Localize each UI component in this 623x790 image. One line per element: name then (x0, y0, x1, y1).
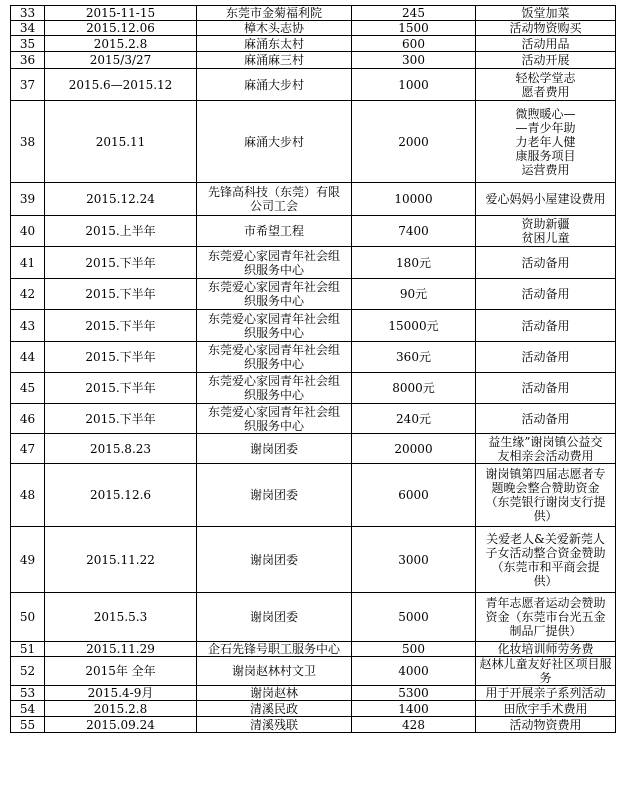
cell-amount: 245 (352, 6, 476, 21)
cell-amount: 4000 (352, 657, 476, 686)
cell-date: 2015/3/27 (45, 52, 197, 69)
cell-no: 51 (11, 642, 45, 657)
table-row (11, 21, 616, 36)
cell-amount: 180元 (352, 247, 476, 279)
cell-purpose: 微煦暖心— —青少年助 力老年人健 康服务项目 运营费用 (476, 101, 616, 183)
cell-org: 东莞爱心家园青年社会组 织服务中心 (197, 247, 352, 279)
cell-amount: 8000元 (352, 373, 476, 404)
cell-no: 37 (11, 69, 45, 101)
cell-purpose: 关爱老人&关爱新莞人 子女活动整合资金赞助 （东莞市和平商会提 供） (476, 527, 616, 593)
cell-purpose: 活动备用 (476, 279, 616, 310)
table-row (11, 701, 616, 717)
table-row (11, 717, 616, 733)
cell-no: 55 (11, 717, 45, 733)
cell-date: 2015.5.3 (45, 593, 197, 642)
cell-amount: 2000 (352, 101, 476, 183)
cell-date: 2015.下半年 (45, 404, 197, 434)
cell-amount: 5300 (352, 686, 476, 701)
cell-amount: 1000 (352, 69, 476, 101)
cell-date: 2015.6—2015.12 (45, 69, 197, 101)
cell-purpose: 田欣宇手术费用 (476, 701, 616, 717)
cell-amount: 1400 (352, 701, 476, 717)
cell-purpose: 活动备用 (476, 373, 616, 404)
cell-date: 2015.12.6 (45, 464, 197, 527)
cell-date: 2015.2.8 (45, 701, 197, 717)
table-row (11, 342, 616, 373)
cell-org: 麻涌东太村 (197, 36, 352, 52)
cell-purpose: 活动物资费用 (476, 717, 616, 733)
cell-date: 2015-11-15 (45, 6, 197, 21)
cell-no: 36 (11, 52, 45, 69)
cell-amount: 360元 (352, 342, 476, 373)
cell-date: 2015.12.06 (45, 21, 197, 36)
cell-date: 2015年 全年 (45, 657, 197, 686)
cell-org: 谢岗团委 (197, 593, 352, 642)
cell-amount: 3000 (352, 527, 476, 593)
cell-no: 50 (11, 593, 45, 642)
table-body (11, 6, 616, 733)
cell-org: 东莞爱心家园青年社会组 织服务中心 (197, 373, 352, 404)
cell-amount: 300 (352, 52, 476, 69)
table-row (11, 373, 616, 404)
cell-org: 樟木头志协 (197, 21, 352, 36)
cell-amount: 20000 (352, 434, 476, 464)
cell-purpose: 活动用品 (476, 36, 616, 52)
donation-table (10, 5, 616, 733)
cell-amount: 15000元 (352, 310, 476, 342)
cell-org: 东莞爱心家园青年社会组 织服务中心 (197, 310, 352, 342)
cell-no: 48 (11, 464, 45, 527)
cell-no: 40 (11, 216, 45, 247)
cell-no: 34 (11, 21, 45, 36)
cell-purpose: 活动备用 (476, 404, 616, 434)
cell-amount: 428 (352, 717, 476, 733)
cell-no: 49 (11, 527, 45, 593)
cell-no: 44 (11, 342, 45, 373)
table-row (11, 183, 616, 216)
cell-org: 谢岗团委 (197, 434, 352, 464)
table-row (11, 527, 616, 593)
cell-org: 麻涌大步村 (197, 69, 352, 101)
cell-date: 2015.上半年 (45, 216, 197, 247)
cell-org: 麻涌大步村 (197, 101, 352, 183)
cell-no: 53 (11, 686, 45, 701)
cell-amount: 6000 (352, 464, 476, 527)
table-row (11, 657, 616, 686)
cell-no: 39 (11, 183, 45, 216)
cell-purpose: 活动物资购买 (476, 21, 616, 36)
cell-no: 52 (11, 657, 45, 686)
cell-date: 2015.下半年 (45, 373, 197, 404)
cell-org: 清溪残联 (197, 717, 352, 733)
cell-purpose: 轻松学堂志 愿者费用 (476, 69, 616, 101)
table-row (11, 216, 616, 247)
table-row (11, 69, 616, 101)
cell-purpose: 活动开展 (476, 52, 616, 69)
table-row (11, 52, 616, 69)
cell-org: 谢岗团委 (197, 527, 352, 593)
cell-purpose: 谢岗镇第四届志愿者专 题晚会整合赞助资金 （东莞银行谢岗支行提 供） (476, 464, 616, 527)
table-row (11, 464, 616, 527)
cell-date: 2015.4-9月 (45, 686, 197, 701)
cell-purpose: 活动备用 (476, 342, 616, 373)
table-row (11, 279, 616, 310)
cell-org: 谢岗赵林 (197, 686, 352, 701)
cell-purpose: 饭堂加菜 (476, 6, 616, 21)
cell-purpose: 活动备用 (476, 310, 616, 342)
cell-purpose: 赵林儿童友好社区项目服 务 (476, 657, 616, 686)
cell-date: 2015.11.29 (45, 642, 197, 657)
table-row (11, 247, 616, 279)
cell-amount: 5000 (352, 593, 476, 642)
cell-date: 2015.8.23 (45, 434, 197, 464)
cell-purpose: 资助新疆 贫困儿童 (476, 216, 616, 247)
cell-no: 54 (11, 701, 45, 717)
cell-org: 东莞爱心家园青年社会组 织服务中心 (197, 342, 352, 373)
table-row (11, 686, 616, 701)
table-row (11, 593, 616, 642)
cell-purpose: 用于开展亲子系列活动 (476, 686, 616, 701)
table-row (11, 434, 616, 464)
cell-org: 清溪民政 (197, 701, 352, 717)
cell-date: 2015.11.22 (45, 527, 197, 593)
cell-no: 41 (11, 247, 45, 279)
cell-no: 35 (11, 36, 45, 52)
cell-no: 45 (11, 373, 45, 404)
cell-no: 46 (11, 404, 45, 434)
table-row (11, 101, 616, 183)
cell-org: 谢岗团委 (197, 464, 352, 527)
cell-amount: 1500 (352, 21, 476, 36)
cell-amount: 240元 (352, 404, 476, 434)
cell-date: 2015.12.24 (45, 183, 197, 216)
cell-org: 先锋高科技（东莞）有限 公司工会 (197, 183, 352, 216)
cell-no: 42 (11, 279, 45, 310)
cell-purpose: 活动备用 (476, 247, 616, 279)
table-row (11, 310, 616, 342)
cell-purpose: 化妆培训师劳务费 (476, 642, 616, 657)
cell-purpose: 爱心妈妈小屋建设费用 (476, 183, 616, 216)
cell-date: 2015.下半年 (45, 310, 197, 342)
table-row (11, 404, 616, 434)
cell-org: 市希望工程 (197, 216, 352, 247)
table-row (11, 36, 616, 52)
cell-date: 2015.11 (45, 101, 197, 183)
cell-org: 企石先锋号职工服务中心 (197, 642, 352, 657)
cell-no: 33 (11, 6, 45, 21)
cell-date: 2015.下半年 (45, 342, 197, 373)
table-row (11, 642, 616, 657)
cell-purpose: 青年志愿者运动会赞助 资金（东莞市台光五金 制品厂提供） (476, 593, 616, 642)
cell-amount: 7400 (352, 216, 476, 247)
cell-date: 2015.下半年 (45, 247, 197, 279)
cell-org: 麻涌麻三村 (197, 52, 352, 69)
cell-org: 谢岗赵林村文卫 (197, 657, 352, 686)
cell-no: 43 (11, 310, 45, 342)
cell-org: 东莞爱心家园青年社会组 织服务中心 (197, 279, 352, 310)
cell-purpose: 益生缘”谢岗镇公益交 友相亲会活动费用 (476, 434, 616, 464)
table-row (11, 6, 616, 21)
cell-date: 2015.09.24 (45, 717, 197, 733)
cell-no: 47 (11, 434, 45, 464)
cell-amount: 90元 (352, 279, 476, 310)
cell-org: 东莞爱心家园青年社会组 织服务中心 (197, 404, 352, 434)
cell-date: 2015.下半年 (45, 279, 197, 310)
cell-date: 2015.2.8 (45, 36, 197, 52)
cell-amount: 600 (352, 36, 476, 52)
cell-org: 东莞市金菊福利院 (197, 6, 352, 21)
cell-amount: 500 (352, 642, 476, 657)
cell-amount: 10000 (352, 183, 476, 216)
cell-no: 38 (11, 101, 45, 183)
